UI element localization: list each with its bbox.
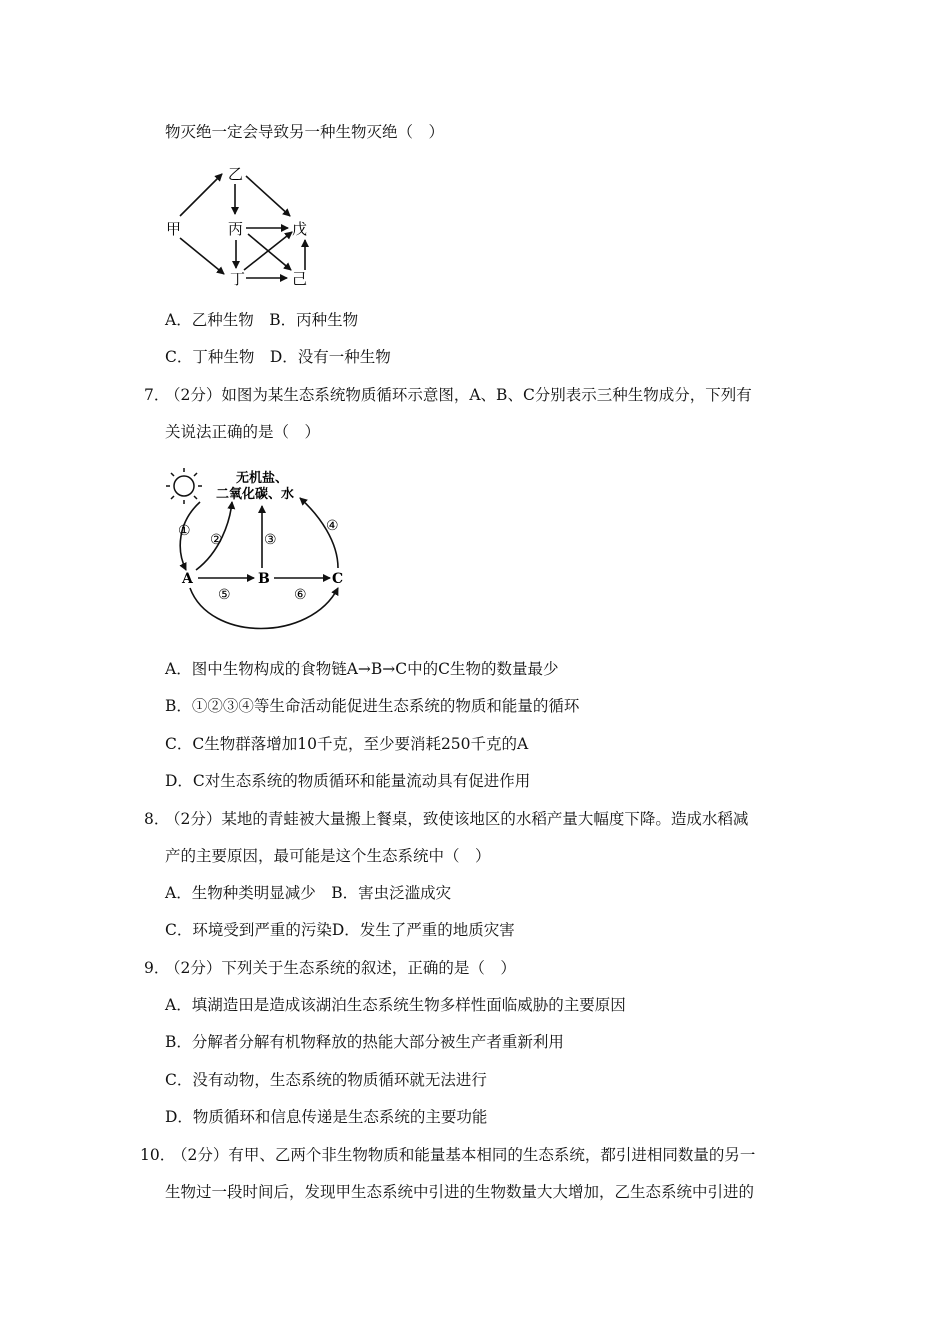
q8-stem-line2: 产的主要原因，最可能是这个生态系统中（ ）: [165, 847, 491, 865]
step-1: ①: [178, 523, 191, 539]
q7-number: 7．: [144, 386, 170, 404]
step-3: ③: [264, 532, 277, 548]
q10-stem-line1: （2分）有甲、乙两个非生物物质和能量基本相同的生态系统，都引进相同数量的另一: [172, 1146, 756, 1164]
node-wu: 戊: [292, 220, 308, 238]
material-cycle-diagram: [160, 462, 360, 642]
q9-option-d: D．物质循环和信息传递是生态系统的主要功能: [165, 1108, 488, 1126]
node-bing: 丙: [228, 220, 244, 238]
q8-stem-line1: （2分）某地的青蛙被大量搬上餐桌，致使该地区的水稻产量大幅度下降。造成水稻减: [165, 810, 749, 828]
q10-stem-line2: 生物过一段时间后，发现甲生态系统中引进的生物数量大大增加，乙生态系统中引进的: [165, 1183, 755, 1201]
q7-stem-line1: （2分）如图为某生态系统物质循环示意图，A、B、C分别表示三种生物成分，下列有: [165, 386, 752, 404]
node-a: A: [182, 571, 193, 587]
node-b: B: [258, 571, 270, 587]
q7-option-b: B．①②③④等生命活动能促进生态系统的物质和能量的循环: [165, 697, 580, 715]
q9-stem-line1: （2分）下列关于生态系统的叙述，正确的是（ ）: [165, 959, 516, 977]
q7-stem-line2: 关说法正确的是（ ）: [165, 423, 321, 441]
q9-option-a: A．填湖造田是造成该湖泊生态系统生物多样性面临威胁的主要原因: [165, 996, 626, 1014]
q7-option-a: A．图中生物构成的食物链A→B→C中的C生物的数量最少: [165, 660, 559, 678]
node-jia: 甲: [166, 220, 182, 238]
node-ding: 丁: [230, 270, 246, 288]
q9-number: 9．: [144, 959, 170, 977]
inorganic-label-line2: 二氧化碳、水: [216, 487, 295, 502]
step-5: ⑤: [218, 587, 231, 603]
node-c: C: [332, 571, 344, 587]
q10-number: 10．: [140, 1146, 176, 1164]
q6-option-ab: A．乙种生物 B．丙种生物: [165, 311, 359, 329]
q9-option-b: B．分解者分解有机物释放的热能大部分被生产者重新利用: [165, 1033, 564, 1051]
q8-option-cd: C．环境受到严重的污染D．发生了严重的地质灾害: [165, 921, 515, 939]
step-6: ⑥: [294, 587, 307, 603]
q6-stem-tail: 物灭绝一定会导致另一种生物灭绝（ ）: [165, 123, 445, 141]
food-web-diagram: [160, 158, 320, 290]
node-ji: 己: [292, 270, 308, 288]
q8-number: 8．: [144, 810, 170, 828]
q8-option-ab: A．生物种类明显减少 B．害虫泛滥成灾: [165, 884, 452, 902]
step-4: ④: [326, 518, 339, 534]
q6-option-cd: C．丁种生物 D．没有一种生物: [165, 348, 391, 366]
inorganic-label-line1: 无机盐、: [236, 471, 289, 486]
q7-option-d: D．C对生态系统的物质循环和能量流动具有促进作用: [165, 772, 531, 790]
q9-option-c: C．没有动物，生态系统的物质循环就无法进行: [165, 1071, 487, 1089]
step-2: ②: [210, 532, 223, 548]
sun-icon: [166, 468, 202, 504]
q7-option-c: C．C生物群落增加10千克，至少要消耗250千克的A: [165, 735, 529, 753]
node-yi: 乙: [228, 165, 244, 183]
